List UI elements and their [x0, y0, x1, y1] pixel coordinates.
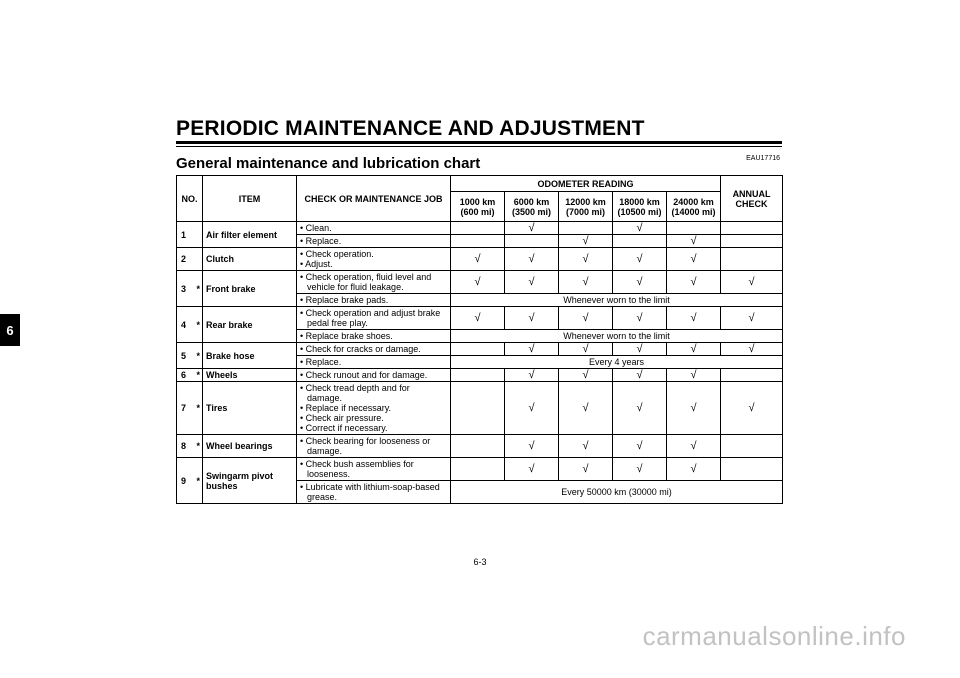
maintenance-job: [297, 369, 451, 382]
maintenance-job: [297, 330, 451, 343]
page-number: 6-3: [473, 557, 487, 567]
check-mark: √: [667, 369, 721, 382]
job-bullet: • Check runout and for damage.: [300, 370, 447, 380]
section-heading: General maintenance and lubrication chart: [176, 155, 481, 172]
maintenance-job: [297, 382, 451, 435]
empty-cell: [505, 235, 559, 248]
check-mark: √: [613, 458, 667, 481]
check-mark: √: [451, 307, 505, 330]
check-mark: √: [721, 343, 783, 356]
check-mark: √: [559, 382, 613, 435]
dealer-service-mark: *: [197, 458, 203, 504]
job-bullet: • Replace if necessary.: [300, 403, 447, 413]
empty-cell: [451, 369, 505, 382]
table-row: [177, 307, 783, 330]
check-mark: √: [505, 369, 559, 382]
job-bullet: • Lubricate with lithium-soap-based grease.: [300, 482, 447, 502]
empty-cell: [721, 222, 783, 235]
check-mark: √: [559, 307, 613, 330]
check-mark: √: [667, 343, 721, 356]
interval-note: Every 4 years: [451, 356, 783, 369]
job-bullet: • Replace.: [300, 236, 447, 246]
check-mark: √: [505, 248, 559, 271]
empty-cell: [451, 458, 505, 481]
check-mark: √: [667, 307, 721, 330]
dealer-service-mark: *: [197, 271, 203, 307]
job-bullet: • Clean.: [300, 223, 447, 233]
check-mark: √: [559, 435, 613, 458]
header-annual: ANNUAL CHECK: [721, 176, 783, 222]
empty-cell: [613, 235, 667, 248]
row-number: 8: [177, 435, 197, 458]
interval-note: Whenever worn to the limit: [451, 294, 783, 307]
dealer-service-mark: *: [197, 307, 203, 343]
check-mark: √: [505, 343, 559, 356]
check-mark: √: [559, 271, 613, 294]
dealer-service-mark: *: [197, 382, 203, 435]
empty-cell: [721, 458, 783, 481]
check-mark: √: [505, 271, 559, 294]
item-name: Tires: [203, 382, 297, 435]
maintenance-job: [297, 294, 451, 307]
job-bullet: • Check for cracks or damage.: [300, 344, 447, 354]
header-odometer: ODOMETER READING: [451, 176, 721, 192]
check-mark: √: [667, 248, 721, 271]
check-mark: √: [667, 458, 721, 481]
maintenance-job: [297, 435, 451, 458]
item-name: Wheels: [203, 369, 297, 382]
check-mark: √: [559, 248, 613, 271]
header-reading: 18000 km (10500 mi): [613, 192, 667, 222]
chapter-tab: 6: [0, 314, 20, 346]
header-no: NO.: [177, 176, 203, 222]
title-rule-thin: [176, 146, 782, 147]
job-bullet: • Check operation, fluid level and vehicle for fluid leakage.: [300, 272, 447, 292]
check-mark: √: [613, 248, 667, 271]
check-mark: √: [613, 307, 667, 330]
empty-cell: [721, 248, 783, 271]
check-mark: √: [505, 222, 559, 235]
row-number: 9: [177, 458, 197, 504]
table-row: [177, 435, 783, 458]
maintenance-job: [297, 248, 451, 271]
maintenance-job: [297, 458, 451, 481]
row-number: 1: [177, 222, 197, 248]
empty-cell: [559, 222, 613, 235]
job-bullet: • Replace brake pads.: [300, 295, 447, 305]
row-number: 3: [177, 271, 197, 307]
job-bullet: • Check air pressure.: [300, 413, 447, 423]
job-bullet: • Check tread depth and for damage.: [300, 383, 447, 403]
job-bullet: • Replace brake shoes.: [300, 331, 447, 341]
header-reading: 24000 km (14000 mi): [667, 192, 721, 222]
row-number: 6: [177, 369, 197, 382]
job-bullet: • Check operation and adjust brake pedal free play.: [300, 308, 447, 328]
check-mark: √: [613, 343, 667, 356]
table-row: [177, 248, 783, 271]
header-reading: 1000 km (600 mi): [451, 192, 505, 222]
check-mark: √: [505, 382, 559, 435]
check-mark: √: [613, 369, 667, 382]
job-bullet: • Correct if necessary.: [300, 423, 447, 433]
header-reading: 12000 km (7000 mi): [559, 192, 613, 222]
empty-cell: [721, 369, 783, 382]
check-mark: √: [667, 382, 721, 435]
empty-cell: [451, 435, 505, 458]
interval-note: Every 50000 km (30000 mi): [451, 481, 783, 504]
maintenance-job: [297, 481, 451, 504]
maintenance-job: [297, 235, 451, 248]
check-mark: √: [505, 435, 559, 458]
check-mark: √: [667, 235, 721, 248]
check-mark: √: [451, 271, 505, 294]
row-number: 5: [177, 343, 197, 369]
check-mark: √: [667, 271, 721, 294]
empty-cell: [721, 235, 783, 248]
check-mark: √: [559, 235, 613, 248]
page-title: PERIODIC MAINTENANCE AND ADJUSTMENT: [176, 117, 645, 140]
empty-cell: [721, 435, 783, 458]
check-mark: √: [613, 271, 667, 294]
item-name: Clutch: [203, 248, 297, 271]
job-bullet: • Adjust.: [300, 259, 447, 269]
maintenance-job: [297, 343, 451, 356]
item-name: Brake hose: [203, 343, 297, 369]
row-number: 7: [177, 382, 197, 435]
row-number: 4: [177, 307, 197, 343]
maintenance-job: [297, 222, 451, 235]
empty-cell: [667, 222, 721, 235]
check-mark: √: [613, 435, 667, 458]
table-row: [177, 271, 783, 294]
empty-cell: [451, 343, 505, 356]
maintenance-chart: [176, 175, 783, 504]
check-mark: √: [613, 222, 667, 235]
check-mark: √: [721, 307, 783, 330]
check-mark: √: [721, 382, 783, 435]
title-rule: [176, 141, 782, 144]
item-name: Rear brake: [203, 307, 297, 343]
maintenance-job: [297, 307, 451, 330]
table-row: [177, 458, 783, 481]
dealer-service-mark: *: [197, 369, 203, 382]
item-name: Swingarm pivot bushes: [203, 458, 297, 504]
dealer-service-mark: *: [197, 435, 203, 458]
maintenance-job: [297, 271, 451, 294]
watermark: carmanualsonline.info: [642, 621, 906, 651]
job-bullet: • Check bearing for looseness or damage.: [300, 436, 447, 456]
job-bullet: • Check bush assemblies for looseness.: [300, 459, 447, 479]
item-name: Air filter element: [203, 222, 297, 248]
empty-cell: [451, 235, 505, 248]
row-number: 2: [177, 248, 197, 271]
job-bullet: • Replace.: [300, 357, 447, 367]
check-mark: √: [559, 369, 613, 382]
empty-cell: [451, 222, 505, 235]
item-name: Wheel bearings: [203, 435, 297, 458]
check-mark: √: [667, 435, 721, 458]
interval-note: Whenever worn to the limit: [451, 330, 783, 343]
table-row: [177, 222, 783, 235]
maintenance-job: [297, 356, 451, 369]
dealer-service-mark: *: [197, 343, 203, 369]
reference-code: EAU17716: [746, 155, 780, 162]
check-mark: √: [613, 382, 667, 435]
check-mark: √: [451, 248, 505, 271]
item-name: Front brake: [203, 271, 297, 307]
header-item: ITEM: [203, 176, 297, 222]
check-mark: √: [505, 307, 559, 330]
header-reading: 6000 km (3500 mi): [505, 192, 559, 222]
check-mark: √: [505, 458, 559, 481]
check-mark: √: [559, 343, 613, 356]
table-row: [177, 382, 783, 435]
job-bullet: • Check operation.: [300, 249, 447, 259]
empty-cell: [451, 382, 505, 435]
check-mark: √: [721, 271, 783, 294]
header-job: CHECK OR MAINTENANCE JOB: [297, 176, 451, 222]
table-row: [177, 343, 783, 356]
check-mark: √: [559, 458, 613, 481]
table-row: [177, 369, 783, 382]
